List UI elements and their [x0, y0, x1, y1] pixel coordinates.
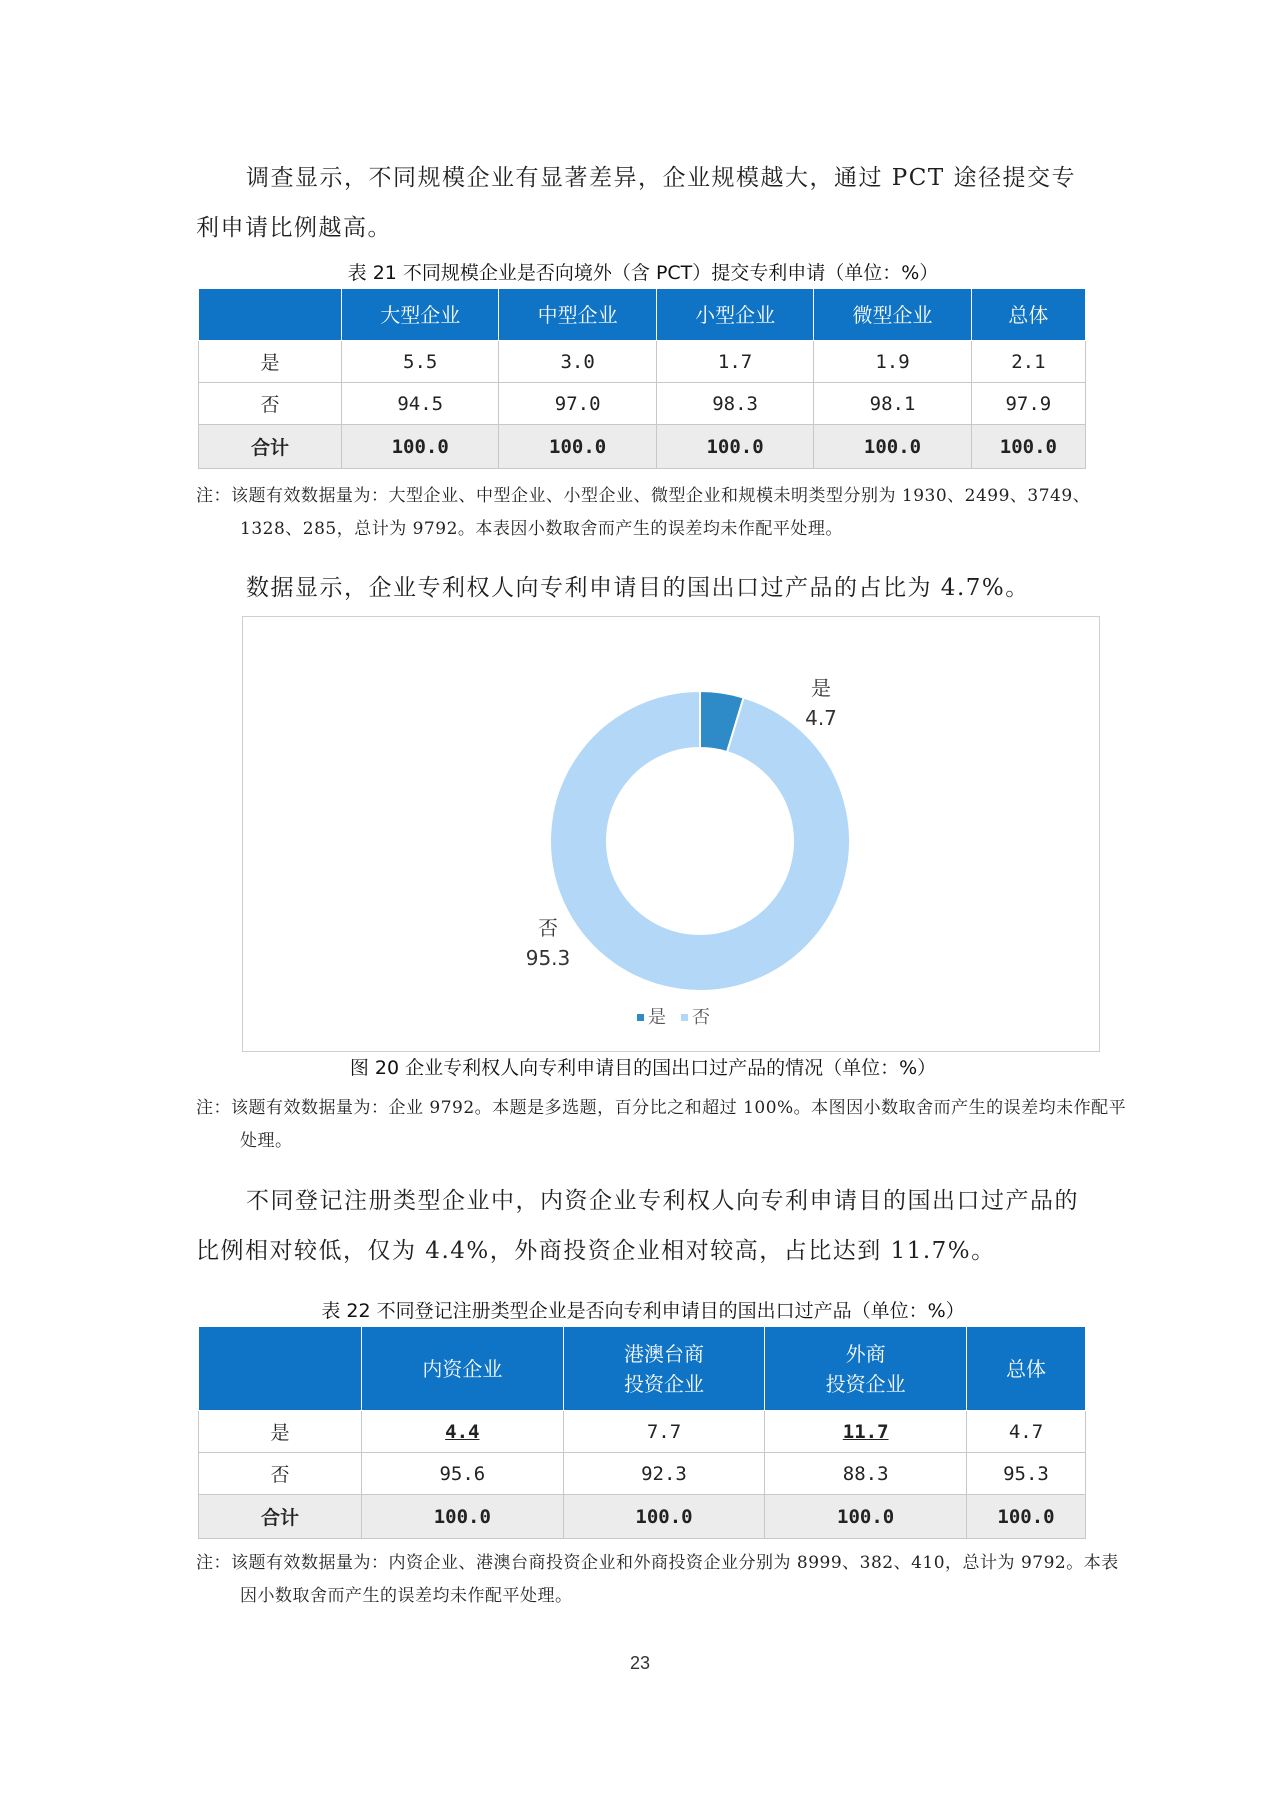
table-total-row [199, 425, 1086, 469]
chart-caption: 图 20 企业专利权人向专利申请目的国出口过产品的情况（单位：%） [349, 1057, 937, 1079]
chart-paragraph: 数据显示，企业专利权人向专利申请目的国出口过产品的占比为 4.7%。 [246, 575, 1030, 601]
table-cell: 100.0 [765, 1495, 967, 1539]
registration-paragraph: 不同登记注册类型企业中，内资企业专利权人向专利申请目的国出口过产品的比例相对较低，仅为 4.4%，外商投资企业相对较高，占比达到 11.7%。 [196, 1188, 1079, 1264]
table21-header-blank [199, 289, 342, 341]
table-cell: 1.9 [814, 341, 971, 383]
table-row [199, 1453, 1086, 1495]
row-label: 合计 [199, 425, 342, 469]
row-label: 是 [199, 1411, 362, 1453]
table-cell: 100.0 [967, 1495, 1086, 1539]
table-cell: 100.0 [971, 425, 1085, 469]
data-label-value: 4.7 [805, 706, 837, 730]
header-text: 投资企业 [825, 1371, 906, 1396]
table22-header-blank [199, 1327, 362, 1411]
header-text: 内资企业 [422, 1356, 503, 1381]
table-cell: 98.3 [656, 383, 813, 425]
table-cell: 2.1 [971, 341, 1085, 383]
data-label-category: 否 [538, 916, 558, 940]
table-row [199, 341, 1086, 383]
table-cell: 97.9 [971, 383, 1085, 425]
table22-header-domestic [362, 1327, 564, 1411]
table-cell: 100.0 [499, 425, 656, 469]
table21-header-small: 小型企业 [656, 289, 813, 341]
table-cell: 100.0 [362, 1495, 564, 1539]
table21-header-overall: 总体 [971, 289, 1085, 341]
table-cell: 88.3 [765, 1453, 967, 1495]
table22-header-overall [967, 1327, 1086, 1411]
legend-label: 是 [648, 1007, 666, 1028]
table21-caption: 表 21 不同规模企业是否向境外（含 PCT）提交专利申请（单位：%） [347, 262, 939, 284]
table21-header-large: 大型企业 [342, 289, 499, 341]
table-cell: 92.3 [563, 1453, 765, 1495]
donut-chart-svg [243, 617, 1099, 1051]
table22-note: 注：该题有效数据量为：内资企业、港澳台商投资企业和外商投资企业分别为 8999、382、410，总计为 9792。本表因小数取舍而产生的误差均未作配平处理。 [196, 1553, 1119, 1606]
table21 [198, 288, 1086, 469]
table22 [198, 1326, 1086, 1539]
table-cell: 100.0 [814, 425, 971, 469]
table21-header-micro: 微型企业 [814, 289, 971, 341]
header-text: 港澳台商 [623, 1341, 704, 1366]
data-label-category: 是 [811, 676, 831, 700]
intro-paragraph: 调查显示，不同规模企业有显著差异，企业规模越大，通过 PCT 途径提交专利申请比例越高。 [196, 165, 1077, 241]
table-total-row [199, 1495, 1086, 1539]
table-row [199, 383, 1086, 425]
table-cell: 100.0 [563, 1495, 765, 1539]
row-label: 否 [199, 1453, 362, 1495]
table-cell: 4.4 [362, 1411, 564, 1453]
legend-label: 否 [692, 1007, 710, 1028]
table22-header-hmt [563, 1327, 765, 1411]
table-cell: 95.3 [967, 1453, 1086, 1495]
page-number: 23 [629, 1653, 651, 1673]
table-cell: 4.7 [967, 1411, 1086, 1453]
table22-caption: 表 22 不同登记注册类型企业是否向专利申请目的国出口过产品（单位：%） [321, 1300, 965, 1322]
table-cell: 98.1 [814, 383, 971, 425]
table-cell: 1.7 [656, 341, 813, 383]
legend-swatch [681, 1014, 688, 1021]
header-text: 投资企业 [623, 1371, 704, 1396]
row-label: 是 [199, 341, 342, 383]
donut-slice-no [550, 691, 850, 991]
data-label-value: 95.3 [525, 946, 571, 970]
table-cell: 94.5 [342, 383, 499, 425]
table21-header-medium: 中型企业 [499, 289, 656, 341]
header-text: 总体 [1006, 1356, 1046, 1381]
table-cell: 100.0 [342, 425, 499, 469]
table-cell: 95.6 [362, 1453, 564, 1495]
table22-header-foreign [765, 1327, 967, 1411]
table21-note: 注：该题有效数据量为：大型企业、中型企业、小型企业、微型企业和规模未明类型分别为 1930、2499、3749、1328、285，总计为 9792。本表因小数取舍而产生的误差均未作配平处理。 [196, 486, 1091, 539]
table-cell: 97.0 [499, 383, 656, 425]
row-label: 否 [199, 383, 342, 425]
table-cell: 3.0 [499, 341, 656, 383]
chart-note: 注：该题有效数据量为：企业 9792。本题是多选题，百分比之和超过 100%。本图因小数取舍而产生的误差均未作配平处理。 [196, 1098, 1127, 1151]
table-cell: 5.5 [342, 341, 499, 383]
table-row [199, 1411, 1086, 1453]
donut-chart [242, 616, 1100, 1052]
row-label: 合计 [199, 1495, 362, 1539]
header-text: 外商 [845, 1341, 886, 1366]
legend-swatch [637, 1014, 644, 1021]
table-cell: 7.7 [563, 1411, 765, 1453]
table-cell: 11.7 [765, 1411, 967, 1453]
table-cell: 100.0 [656, 425, 813, 469]
